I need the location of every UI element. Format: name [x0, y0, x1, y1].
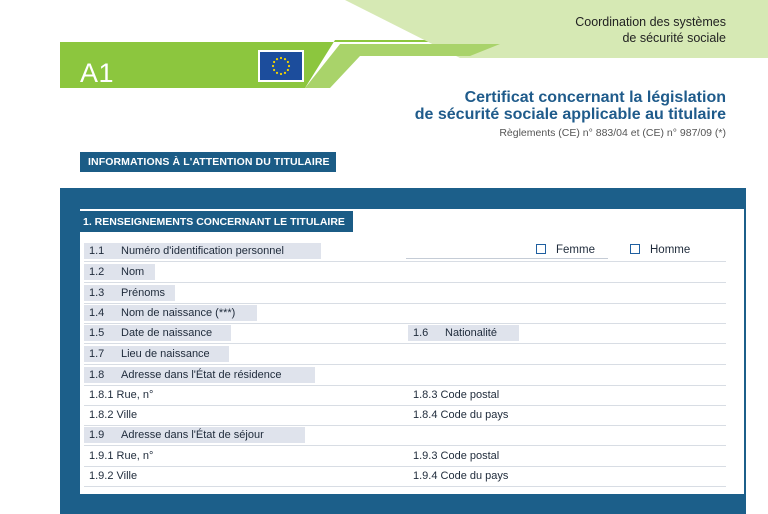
field-label: Date de naissance [121, 327, 213, 339]
field-number: 1.8.1 [89, 389, 114, 401]
label-1-8-3 [408, 387, 499, 403]
field-label: Rue, n° [116, 450, 154, 462]
field-number: 1.8.2 [89, 409, 114, 421]
row-1-2[interactable] [84, 262, 726, 283]
label-1-9-1 [84, 448, 153, 464]
coordination-line-2: de sécurité sociale [622, 31, 726, 45]
label-1-9-2 [84, 468, 137, 484]
coordination-line-1: Coordination des systèmes [575, 15, 726, 29]
field-label: Ville [116, 409, 138, 421]
field-number: 1.1 [89, 245, 105, 257]
label-1-9-4 [408, 468, 508, 484]
field-label: Prénoms [121, 287, 166, 299]
field-label: Nom de naissance (***) [121, 307, 236, 319]
field-number: 1.8.4 [413, 409, 438, 421]
field-label: Code du pays [440, 470, 509, 482]
label-1-1 [84, 243, 321, 259]
form-code: A1 [80, 58, 115, 88]
field-number: 1.5 [89, 327, 105, 339]
gender-male-checkbox[interactable] [630, 244, 690, 256]
field-label: Numéro d'identification personnel [121, 245, 284, 257]
field-label: Adresse dans l'État de résidence [121, 369, 282, 381]
field-label: Rue, n° [116, 389, 154, 401]
banner-mid-stripe [305, 44, 500, 88]
label-1-9 [84, 427, 305, 443]
field-label: Nationalité [445, 327, 497, 339]
label-1-8 [84, 367, 315, 383]
field-number: 1.8.3 [413, 389, 438, 401]
field-label: Adresse dans l'État de séjour [121, 429, 264, 441]
field-label: Code postal [440, 450, 500, 462]
field-number: 1.9.1 [89, 450, 114, 462]
row-1-8 [84, 365, 726, 386]
row-1-1 [84, 241, 726, 262]
field-label: Code du pays [440, 409, 509, 421]
field-label: Ville [116, 470, 138, 482]
label-1-8-2 [84, 407, 137, 423]
label-1-3 [84, 285, 175, 301]
coordination-title [575, 14, 726, 46]
row-1-8-2[interactable] [84, 405, 726, 426]
row-1-3[interactable] [84, 283, 726, 304]
label-1-5 [84, 325, 231, 341]
certificate-title-line-2: de sécurité sociale applicable au titulaire [414, 106, 726, 123]
certificate-title-line-1: Certificat concernant la législation [464, 89, 726, 106]
row-1-9-1[interactable] [84, 446, 726, 467]
row-1-9-2[interactable] [84, 466, 726, 487]
field-number: 1.8 [89, 369, 105, 381]
label-1-8-4 [408, 407, 508, 423]
section-1-heading: 1. RENSEIGNEMENTS CONCERNANT LE TITULAIRE [80, 211, 353, 232]
row-1-5[interactable] [84, 323, 726, 344]
label-1-9-3 [408, 448, 499, 464]
label-1-4 [84, 305, 257, 321]
gender-male-label: Homme [650, 244, 691, 256]
certificate-title [415, 89, 726, 123]
label-1-7 [84, 346, 229, 362]
field-label: Lieu de naissance [121, 348, 210, 360]
row-1-8-1[interactable] [84, 385, 726, 406]
label-1-6 [408, 325, 519, 341]
personal-id-input[interactable] [406, 258, 608, 259]
label-1-2 [84, 264, 155, 280]
gender-female-checkbox[interactable] [536, 244, 595, 256]
field-number: 1.7 [89, 348, 105, 360]
field-label: Code postal [440, 389, 500, 401]
row-1-9 [84, 425, 726, 446]
field-label: Nom [121, 266, 145, 278]
field-number: 1.3 [89, 287, 105, 299]
regulations-reference: Règlements (CE) n° 883/04 et (CE) n° 987/09 (*) [499, 127, 726, 139]
field-number: 1.9 [89, 429, 105, 441]
field-number: 1.9.3 [413, 450, 438, 462]
label-1-8-1 [84, 387, 153, 403]
field-number: 1.9.4 [413, 470, 438, 482]
info-banner: INFORMATIONS À L'ATTENTION DU TITULAIRE [80, 152, 336, 172]
field-number: 1.9.2 [89, 470, 114, 482]
checkbox-icon[interactable] [536, 244, 546, 254]
field-number: 1.2 [89, 266, 105, 278]
row-1-7[interactable] [84, 344, 726, 365]
checkbox-icon[interactable] [630, 244, 640, 254]
eu-flag-icon [258, 50, 304, 82]
field-number: 1.6 [413, 327, 429, 339]
row-1-4[interactable] [84, 303, 726, 324]
field-number: 1.4 [89, 307, 105, 319]
gender-female-label: Femme [556, 244, 595, 256]
